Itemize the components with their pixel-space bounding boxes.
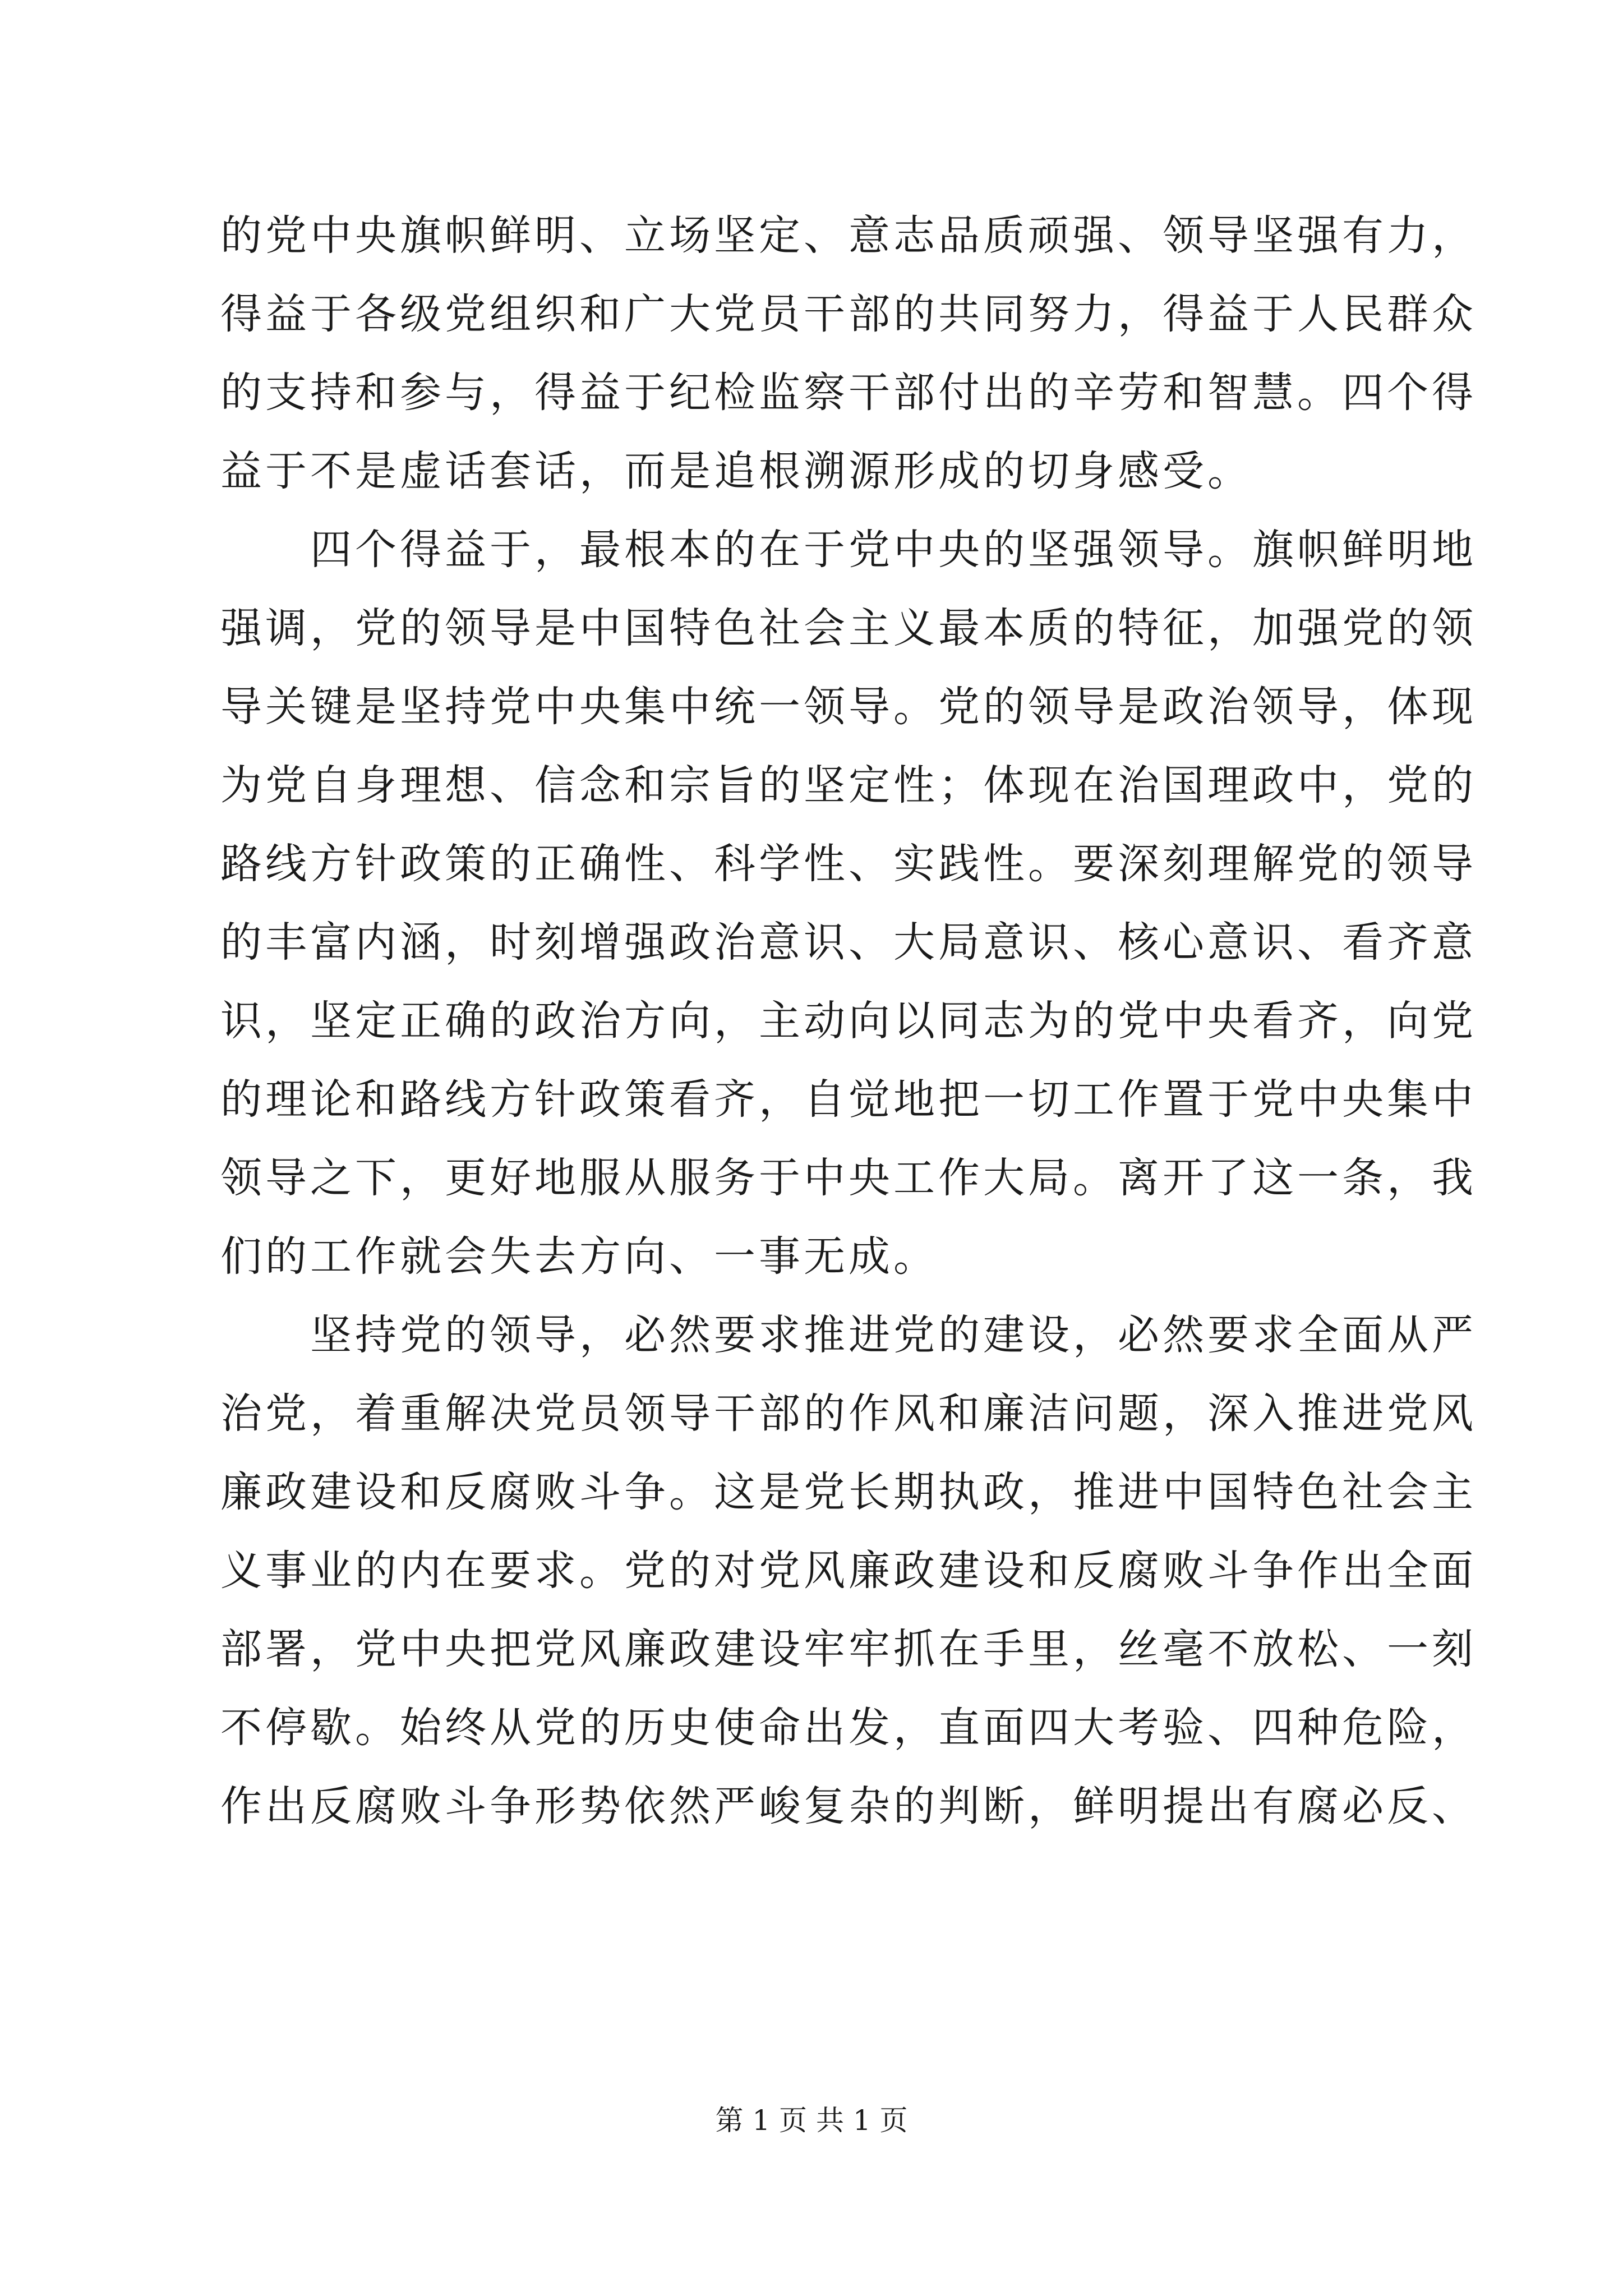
text-line: 得益于各级党组织和广大党员干部的共同努力，得益于人民群众	[220, 290, 1477, 338]
text-line: 的丰富内涵，时刻增强政治意识、大局意识、核心意识、看齐意	[220, 918, 1477, 967]
text-line: 的支持和参与，得益于纪检监察干部付出的辛劳和智慧。四个得	[220, 369, 1477, 417]
text-line: 坚持党的领导，必然要求推进党的建设，必然要求全面从严	[220, 1311, 1477, 1359]
text-line: 益于不是虚话套话，而是追根溯源形成的切身感受。	[220, 447, 1252, 495]
text-line: 识，坚定正确的政治方向，主动向以同志为的党中央看齐，向党	[220, 997, 1477, 1045]
text-line: 的党中央旗帜鲜明、立场坚定、意志品质顽强、领导坚强有力，	[220, 211, 1477, 260]
text-line: 治党，着重解决党员领导干部的作风和廉洁问题，深入推进党风	[220, 1389, 1477, 1438]
text-line: 强调，党的领导是中国特色社会主义最本质的特征，加强党的领	[220, 604, 1477, 652]
text-line: 廉政建设和反腐败斗争。这是党长期执政，推进中国特色社会主	[220, 1468, 1477, 1516]
text-line: 路线方针政策的正确性、科学性、实践性。要深刻理解党的领导	[220, 840, 1477, 888]
text-line: 不停歇。始终从党的历史使命出发，直面四大考验、四种危险，	[220, 1704, 1477, 1752]
text-line: 为党自身理想、信念和宗旨的坚定性；体现在治国理政中，党的	[220, 761, 1477, 809]
text-line: 四个得益于，最根本的在于党中央的坚强领导。旗帜鲜明地	[220, 526, 1477, 574]
text-line: 领导之下，更好地服从服务于中央工作大局。离开了这一条，我	[220, 1154, 1477, 1202]
text-line: 义事业的内在要求。党的对党风廉政建设和反腐败斗争作出全面	[220, 1547, 1477, 1595]
document-body	[220, 196, 1477, 1846]
text-line: 作出反腐败斗争形势依然严峻复杂的判断，鲜明提出有腐必反、	[220, 1782, 1477, 1830]
page-number-label: 第 1 页 共 1 页	[715, 2104, 908, 2137]
text-line: 导关键是坚持党中央集中统一领导。党的领导是政治领导，体现	[220, 683, 1477, 731]
text-line: 们的工作就会失去方向、一事无成。	[220, 1232, 938, 1281]
text-line: 部署，党中央把党风廉政建设牢牢抓在手里，丝毫不放松、一刻	[220, 1625, 1477, 1673]
text-line: 的理论和路线方针政策看齐，自觉地把一切工作置于党中央集中	[220, 1075, 1477, 1124]
page-footer	[0, 2101, 1623, 2140]
